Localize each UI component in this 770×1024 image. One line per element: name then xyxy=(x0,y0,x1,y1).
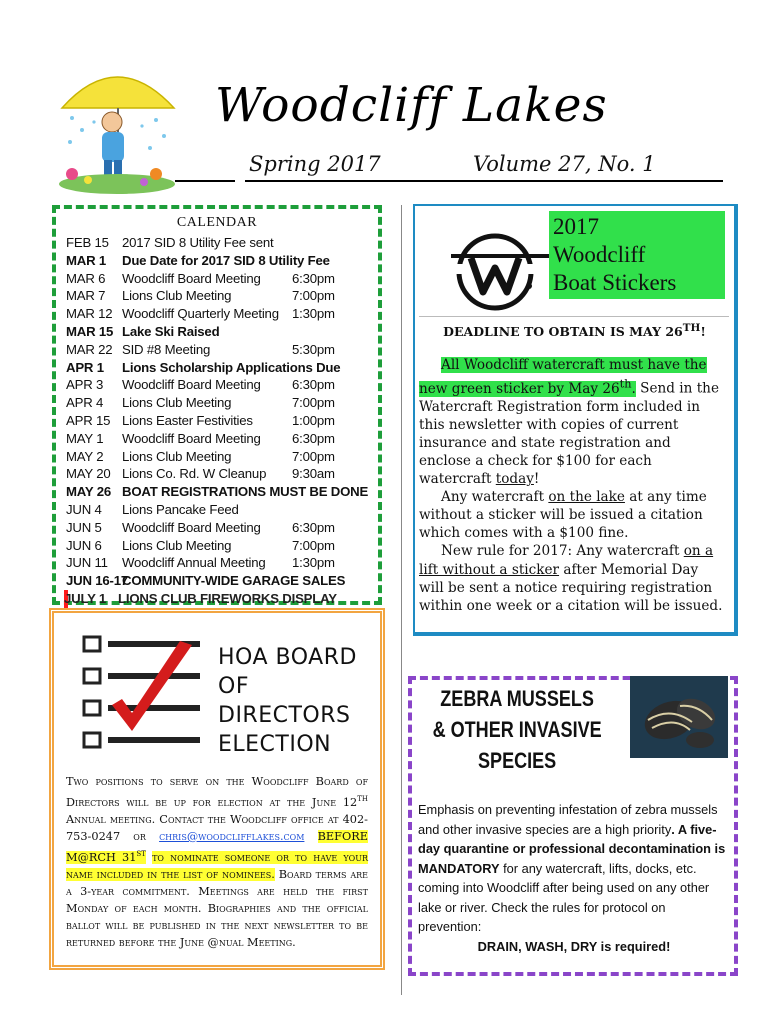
calendar-time: 9:30am xyxy=(292,466,335,482)
calendar-time: 6:30pm xyxy=(292,270,335,286)
calendar-date: JUN 5 xyxy=(66,519,102,535)
calendar-date: APR 1 xyxy=(66,359,104,375)
calendar-date: APR 3 xyxy=(66,377,104,393)
bold-text: A five-day quarantine or professional decontamination is MANDATORY xyxy=(418,821,726,876)
issue-season: Spring 2017 xyxy=(249,152,381,176)
zebra-mussels-box xyxy=(408,676,738,976)
zebra-mussels-text xyxy=(418,800,730,956)
boat-stickers-text xyxy=(419,356,725,615)
calendar-date: MAY 26 xyxy=(66,484,111,500)
calendar-event: BOAT REGISTRATIONS MUST BE DONE xyxy=(122,484,369,500)
text: ! xyxy=(533,471,540,488)
calendar-date: JUN 4 xyxy=(66,502,102,517)
text: Two positions to serve on the Woodcliff Board of Directors will be up for election at the June 12 xyxy=(66,775,368,809)
calendar-date: MAR 7 xyxy=(66,288,106,304)
calendar-event: Woodcliff Annual Meeting xyxy=(122,555,266,571)
text: Any watercraft xyxy=(441,489,549,506)
calendar-event: Lake Ski Raised xyxy=(122,324,220,339)
calendar-time: 6:30pm xyxy=(292,430,335,446)
calendar-event: Woodcliff Board Meeting xyxy=(122,377,261,393)
title-line: HOA BOARD xyxy=(218,645,357,670)
title-line: DIRECTORS xyxy=(218,703,351,728)
calendar-event: Lions Club Meeting xyxy=(122,448,232,464)
calendar-time: 1:00pm xyxy=(292,413,335,428)
zebra-mussel-photo xyxy=(630,676,728,758)
calendar-date: MAR 22 xyxy=(66,341,113,357)
paragraph xyxy=(419,356,725,488)
calendar-date: FEB 15 xyxy=(66,235,109,250)
superscript: st xyxy=(136,847,146,859)
board-election-text xyxy=(66,773,368,951)
calendar-event: Woodcliff Board Meeting xyxy=(122,270,261,286)
title-line: SPECIES xyxy=(478,748,557,773)
calendar-event: Lions Club Meeting xyxy=(122,395,232,411)
calendar-heading: CALENDAR xyxy=(176,215,258,230)
text: Board terms are a 3-year commitment. Meetings are held the first Monday of each month. Biographies and the official ballot will be published in the next newsletter to be returned before the June @nual Meeting. xyxy=(66,867,368,949)
boat-stickers-heading xyxy=(549,211,725,299)
woodcliff-w-logo xyxy=(451,228,549,312)
calendar-event: Due Date for 2017 SID 8 Utility Fee xyxy=(122,252,330,268)
title-line: ELECTION xyxy=(218,732,332,757)
calendar-event: LIONS CLUB FIREWORKS DISPLAY xyxy=(118,591,337,606)
boat-stickers-box xyxy=(413,204,738,636)
calendar-date: JUN 6 xyxy=(66,537,102,553)
text: BEFORE M@RCH 31 xyxy=(66,829,368,864)
calendar-time: 1:30pm xyxy=(292,306,335,322)
closing-line: DRAIN, WASH, DRY is required! xyxy=(477,938,671,954)
calendar-time: 6:30pm xyxy=(292,377,335,393)
calendar-event: Lions Co. Rd. W Cleanup xyxy=(122,466,267,482)
text: Annual meeting. Contact the Woodcliff office at xyxy=(66,812,343,826)
superscript: th xyxy=(619,376,632,391)
newsletter-title: Woodcliff Lakes xyxy=(215,78,608,133)
calendar-date: JULY 1 xyxy=(64,591,107,606)
phone-number: 402-753-0247 xyxy=(66,812,368,843)
board-election-title xyxy=(218,643,378,759)
underlined-text: on a lift without a sticker xyxy=(419,543,714,578)
superscript: TH xyxy=(682,322,701,334)
text: New rule for 2017: Any watercraft xyxy=(441,543,684,560)
calendar-date: MAR 15 xyxy=(66,324,114,339)
title-line: & OTHER INVASIVE xyxy=(432,717,602,742)
calendar-date: MAY 1 xyxy=(66,430,104,446)
title-line: OF xyxy=(218,674,249,699)
underlined-text: on the lake xyxy=(548,489,625,506)
calendar-event: SID #8 Meeting xyxy=(122,341,211,357)
paragraph xyxy=(418,800,730,937)
rule-segment xyxy=(175,180,235,182)
issue-info xyxy=(245,152,723,182)
text: All Woodcliff watercraft must have the new green sticker by May 26 xyxy=(419,357,707,397)
calendar-event: Lions Easter Festivities xyxy=(122,413,253,428)
nominate-highlight: to nominate someone or to have your name included in the list of nominees. xyxy=(66,850,368,881)
calendar-event: Lions Pancake Feed xyxy=(122,502,239,517)
calendar-event: 2017 SID 8 Utility Fee sent xyxy=(122,235,274,250)
text: . xyxy=(671,821,678,837)
calendar-time: 7:00pm xyxy=(292,448,335,464)
calendar-row xyxy=(64,590,337,608)
paragraph xyxy=(419,488,725,542)
zebra-mussels-title xyxy=(422,683,612,776)
column-divider xyxy=(401,205,402,995)
heading-line: Woodcliff xyxy=(553,242,646,267)
calendar-event: Lions Club Meeting xyxy=(122,537,232,553)
title-line: ZEBRA MUSSELS xyxy=(440,686,594,711)
superscript: th xyxy=(357,793,368,804)
calendar-date: JUN 16-17 xyxy=(66,573,128,589)
umbrella-child-illustration xyxy=(52,56,182,196)
calendar-date: MAY 2 xyxy=(66,448,104,464)
text: ! xyxy=(700,324,706,340)
calendar-box xyxy=(52,205,382,605)
calendar-event: Woodcliff Board Meeting xyxy=(122,519,261,535)
calendar-event: Woodcliff Quarterly Meeting xyxy=(122,306,279,322)
calendar-date: MAY 20 xyxy=(66,466,111,482)
calendar-event: Lions Club Meeting xyxy=(122,288,232,304)
calendar-time: 7:00pm xyxy=(292,537,335,553)
issue-volume: Volume 27, No. 1 xyxy=(473,152,656,176)
calendar-event: Woodcliff Board Meeting xyxy=(122,430,261,446)
text: Send in the Watercraft Registration form included in this newsletter with copies of current insurance and state registration and enclose a check for $100 for each watercraft xyxy=(419,380,719,488)
checklist-icon xyxy=(74,627,210,759)
calendar-date: APR 15 xyxy=(66,413,111,428)
calendar-time: 7:00pm xyxy=(292,395,335,411)
underlined-text: today xyxy=(495,471,534,488)
calendar-time: 5:30pm xyxy=(292,341,335,357)
heading-line: 2017 xyxy=(553,214,599,239)
text: . xyxy=(631,380,636,397)
email-link[interactable]: chris@woodclifflakes.com xyxy=(159,829,305,843)
sticker-deadline xyxy=(415,322,734,339)
calendar-date: MAR 12 xyxy=(66,306,113,322)
calendar-date: APR 4 xyxy=(66,395,104,411)
calendar-time: 6:30pm xyxy=(292,519,335,535)
calendar-time: 7:00pm xyxy=(292,288,335,304)
heading-line: Boat Stickers xyxy=(553,270,677,295)
board-election-box xyxy=(49,608,385,970)
calendar-date: JUN 11 xyxy=(66,555,108,571)
calendar-date: MAR 1 xyxy=(66,252,107,268)
text: at any time without a sticker will be issued a citation which comes with a $100 fine. xyxy=(419,489,707,542)
calendar-date: MAR 6 xyxy=(66,270,106,286)
text: DEADLINE TO OBTAIN IS MAY 26 xyxy=(443,324,683,340)
text: for any watercraft, lifts, docks, etc. coming into Woodcliff after being used on any other lake or river. Check the rules for protocol on prevention: xyxy=(418,860,710,934)
calendar-event: Lions Scholarship Applications Due xyxy=(122,359,341,375)
calendar-event: COMMUNITY-WIDE GARAGE SALES xyxy=(122,573,346,589)
divider xyxy=(419,316,729,317)
calendar-time: 1:30pm xyxy=(292,555,335,571)
text: after Memorial Day will be sent a notice requiring registration within one week or a citation will be issued. xyxy=(419,561,723,614)
paragraph xyxy=(419,542,725,614)
text: Emphasis on preventing infestation of zebra mussels and other invasive species are a high priority xyxy=(418,802,718,837)
text: or xyxy=(120,829,160,843)
